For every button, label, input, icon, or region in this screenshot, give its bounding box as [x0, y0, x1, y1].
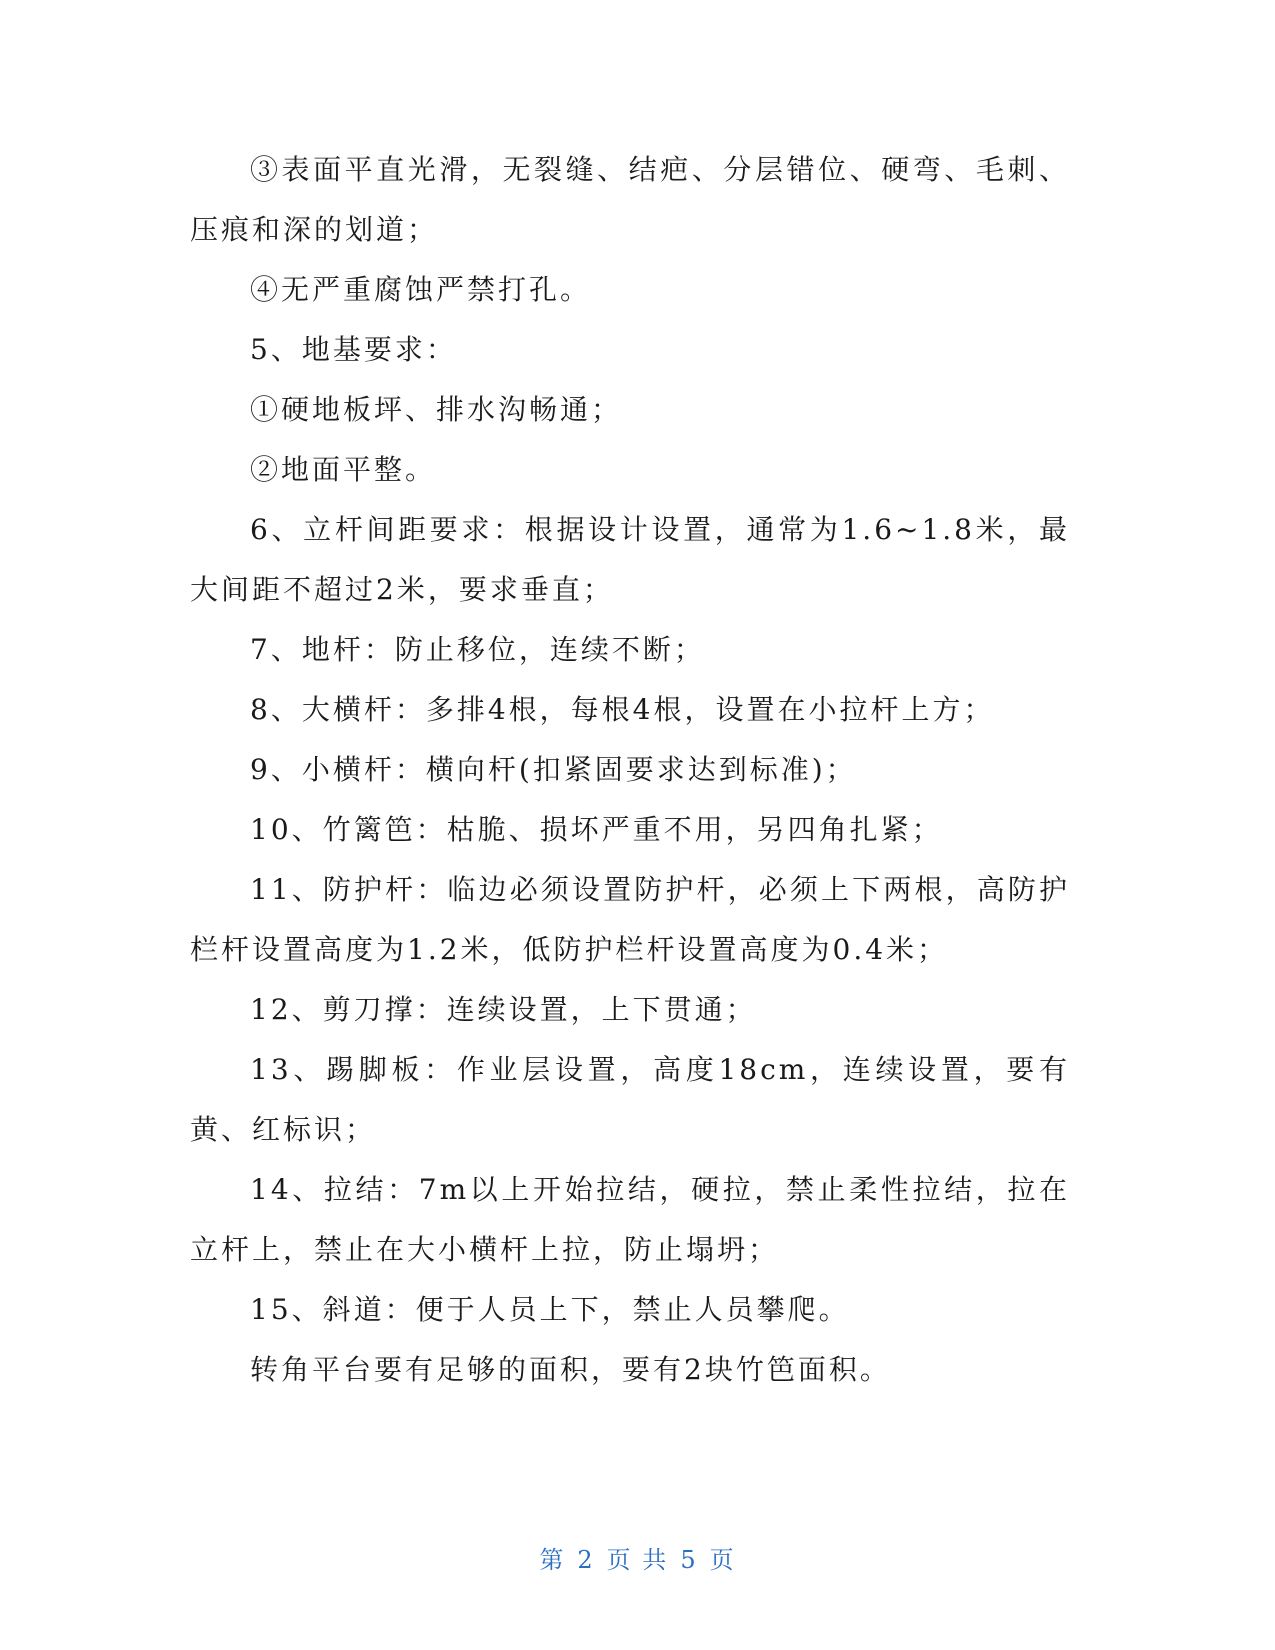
paragraph: ②地面平整。	[250, 453, 437, 486]
paragraph: 11、防护杆：临边必须设置防护杆，必须上下两根，高防护栏杆设置高度为1.2米，低防护栏杆设置高度为0.4米；	[190, 873, 1070, 966]
paragraph: ④无严重腐蚀严禁打孔。	[250, 273, 592, 306]
paragraph: 12、剪刀撑：连续设置，上下贯通；	[250, 993, 757, 1026]
paragraph: 6、立杆间距要求：根据设计设置，通常为1.6~1.8米，最大间距不超过2米，要求垂直；	[190, 513, 1070, 606]
footer-prefix: 第	[539, 1546, 566, 1574]
paragraph: ①硬地板坪、排水沟畅通；	[250, 393, 623, 426]
paragraph: 转角平台要有足够的面积，要有2块竹笆面积。	[250, 1353, 891, 1386]
paragraph: 9、小横杆：横向杆(扣紧固要求达到标准)；	[250, 753, 857, 786]
total-page-number: 5	[680, 1546, 698, 1574]
paragraph: 5、地基要求：	[250, 333, 457, 366]
page-number-footer	[0, 1540, 1275, 1575]
paragraph: 13、踢脚板：作业层设置，高度18cm，连续设置，要有黄、红标识；	[190, 1053, 1070, 1146]
paragraph: 8、大横杆：多排4根，每根4根，设置在小拉杆上方；	[250, 693, 995, 726]
document-body	[190, 140, 1070, 1400]
paragraph: 15、斜道：便于人员上下，禁止人员攀爬。	[250, 1293, 850, 1326]
current-page-number: 2	[577, 1546, 595, 1574]
footer-middle: 页 共	[606, 1546, 669, 1574]
paragraph: 14、拉结：7m以上开始拉结，硬拉，禁止柔性拉结，拉在立杆上，禁止在大小横杆上拉，防止塌坍；	[190, 1173, 1070, 1266]
paragraph: 10、竹篱笆：枯脆、损坏严重不用，另四角扎紧；	[250, 813, 943, 846]
footer-suffix: 页	[709, 1546, 736, 1574]
paragraph: ③表面平直光滑，无裂缝、结疤、分层错位、硬弯、毛刺、压痕和深的划道；	[190, 153, 1070, 246]
paragraph: 7、地杆：防止移位，连续不断；	[250, 633, 705, 666]
